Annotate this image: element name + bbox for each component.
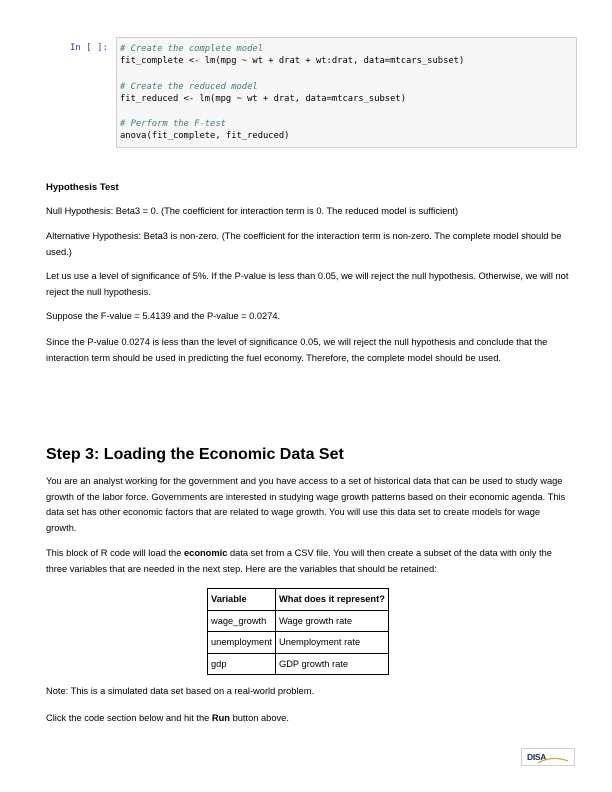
cell-prompt: In [ ]: (70, 43, 108, 53)
run-instruction (46, 711, 571, 727)
code-comment: # Create the complete model (120, 44, 263, 54)
note-text: Note: This is a simulated data set based on a real-world problem. (46, 686, 315, 696)
null-hypothesis: Null Hypothesis: Beta3 = 0. (The coefficient for interaction term is 0. The reduced model is sufficient) (46, 206, 459, 216)
code-comment: # Perform the F-test (120, 119, 226, 130)
logo-swoosh-icon (536, 755, 570, 765)
table-cell: GDP growth rate (275, 653, 388, 675)
bold-span: Run (211, 713, 230, 723)
table-cell: Wage growth rate (275, 610, 388, 632)
logo-text: DISA (527, 752, 547, 762)
text-span: data set from a CSV file. You will then create a subset of the data with only the three variables that are needed in the next step. Here are the variables that should be retained: (46, 548, 552, 574)
table-cell: Unemployment rate (275, 632, 388, 654)
hypothesis-heading: Hypothesis Test (46, 182, 119, 193)
code-line: fit_reduced <- lm(mpg ~ wt + drat, data=mtcars_subset) (120, 93, 406, 104)
table-cell: unemployment (208, 632, 276, 654)
code-blank-line (120, 68, 576, 81)
table-row (208, 610, 389, 632)
bold-span: economic (183, 548, 228, 558)
variables-table (207, 588, 389, 675)
text-span: button above. (229, 713, 289, 723)
table-header-row (208, 589, 389, 611)
table-cell: wage_growth (208, 610, 276, 632)
table-header: What does it represent? (275, 589, 388, 611)
code-line: fit_complete <- lm(mpg ~ wt + drat + wt:drat, data=mtcars_subset) (120, 56, 465, 67)
conclusion-text: Since the P-value 0.0274 is less than the level of significance 0.05, we will reject the null hypothesis and conclude that the interaction term should be used in predicting the fuel economy. Therefore, the complete model should be used. (46, 337, 548, 363)
significance-text: Let us use a level of significance of 5%. If the P-value is less than 0.05, we will reject the null hypothesis. Otherwise, we will not reject the null hypothesis. (46, 271, 569, 297)
code-blank-line (120, 105, 576, 118)
disa-logo (521, 748, 575, 766)
code-cell[interactable] (70, 37, 577, 148)
test-values: Suppose the F-value = 5.4139 and the P-value = 0.0274. (46, 311, 281, 321)
step3-heading: Step 3: Loading the Economic Data Set (46, 446, 344, 463)
table-cell: gdp (208, 653, 276, 675)
step3-intro: You are an analyst working for the government and you have access to a set of historical data that can be used to study wage growth of the labor force. Governments are interested in studying wage growth patterns based on their economic agenda. This data set has other economic factors that are related to wage growth. You will use this data set to create models for wage growth. (46, 476, 566, 533)
code-editor[interactable] (116, 37, 577, 148)
code-line: anova(fit_complete, fit_reduced) (120, 131, 290, 142)
table-header: Variable (208, 589, 276, 611)
text-span: This block of R code will load the (46, 548, 184, 558)
code-comment: # Create the reduced model (120, 81, 258, 92)
step3-block-description (46, 546, 571, 577)
alternative-hypothesis: Alternative Hypothesis: Beta3 is non-zero. (The coefficient for the interaction term is non-zero. The complete model should be used.) (46, 231, 562, 257)
table-row (208, 632, 389, 654)
table-row (208, 653, 389, 675)
text-span: Click the code section below and hit the (46, 713, 212, 723)
